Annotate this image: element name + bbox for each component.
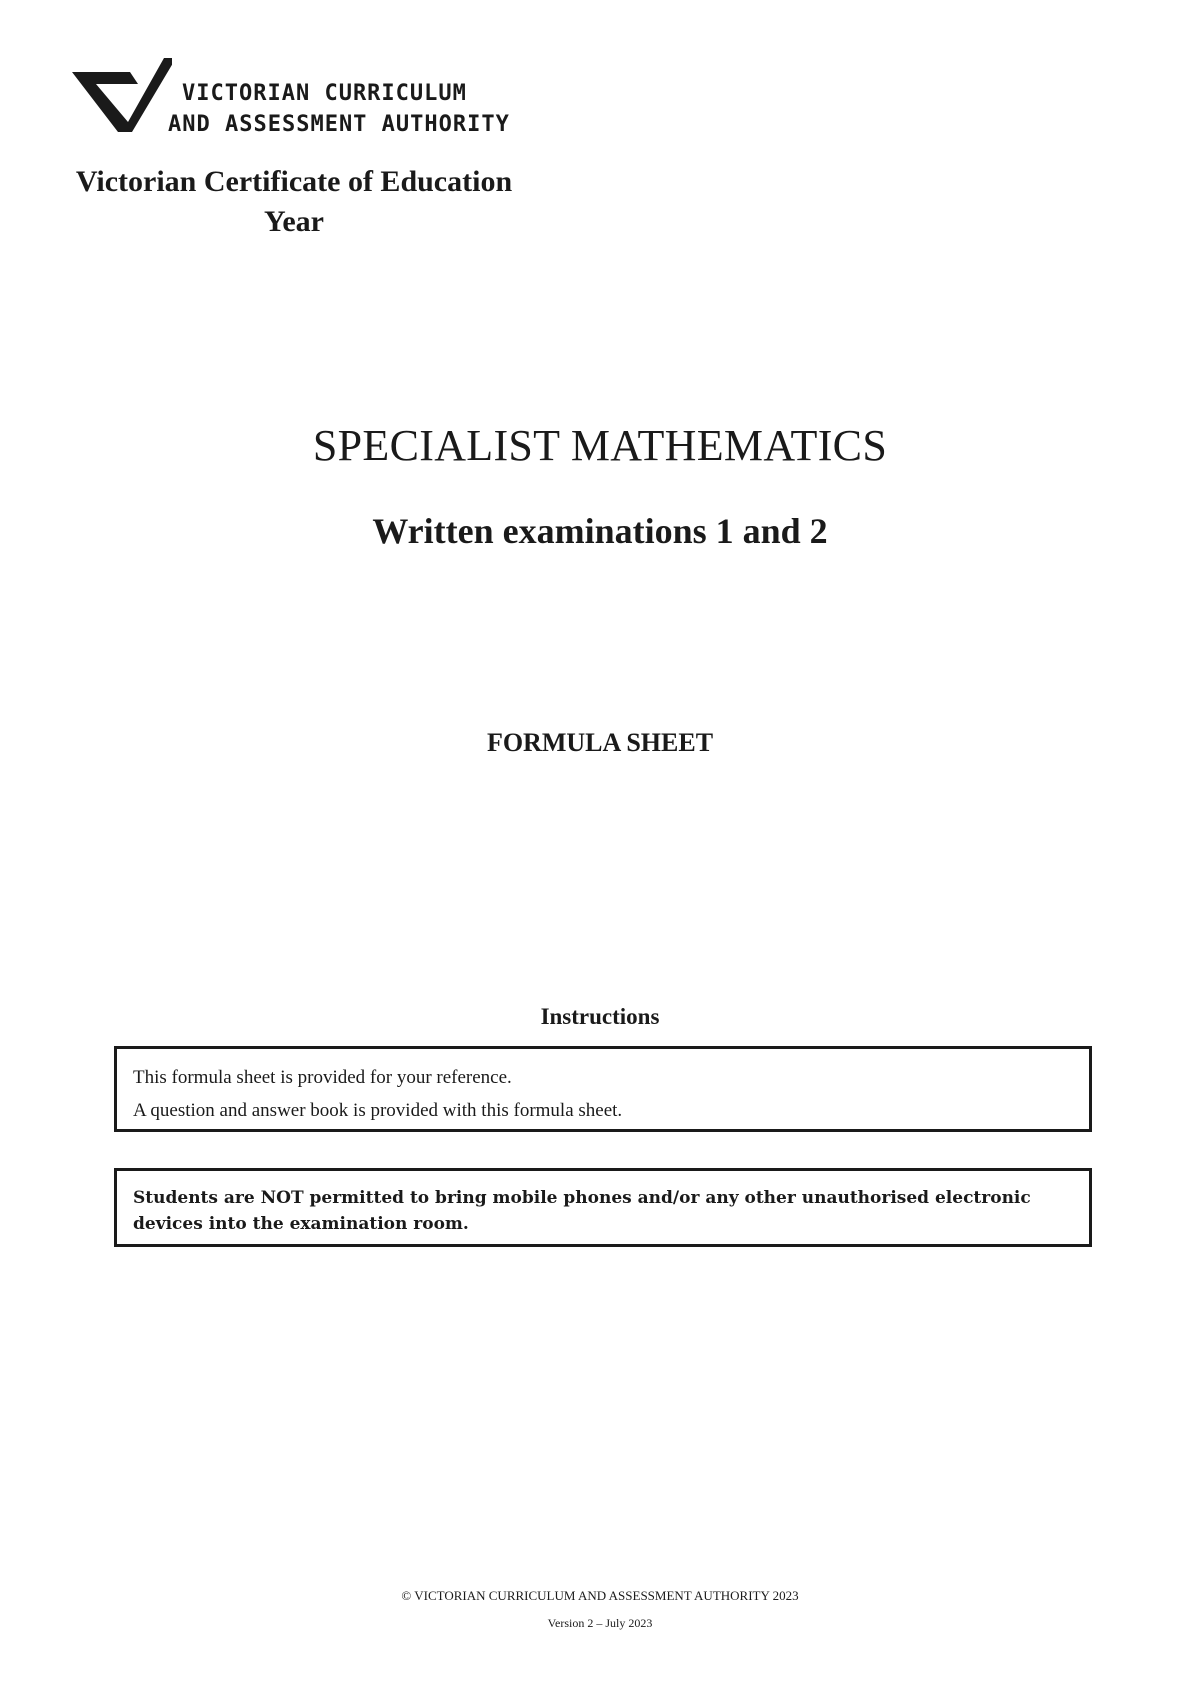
warning-text: Students are NOT permitted to bring mobile phones and/or any other unauthorised electronic devices into the examination room. (133, 1188, 1031, 1234)
instructions-box (114, 1046, 1092, 1132)
version-notice: Version 2 – July 2023 (547, 1616, 653, 1630)
instruction-line: A question and answer book is provided with this formula sheet. (133, 1100, 623, 1121)
subject-title: SPECIALIST MATHEMATICS (312, 421, 888, 470)
certificate-year: Year (264, 205, 324, 238)
copyright-notice: © VICTORIAN CURRICULUM AND ASSESSMENT AUTHORITY 2023 (401, 1588, 799, 1603)
formula-sheet-title: FORMULA SHEET (486, 728, 714, 757)
certificate-name: Victorian Certificate of Education (75, 165, 513, 198)
instructions-heading: Instructions (540, 1004, 660, 1029)
vcaa-logo-text (168, 78, 510, 140)
certificate-header (72, 162, 516, 242)
logo-line-1: VICTORIAN CURRICULUM (182, 81, 467, 106)
instruction-line: This formula sheet is provided for your reference. (133, 1067, 512, 1088)
logo-line-2: AND ASSESSMENT AUTHORITY (168, 112, 510, 137)
warning-box (114, 1168, 1092, 1247)
vcaa-chevron-logo-icon (72, 56, 172, 136)
exam-subtitle: Written examinations 1 and 2 (372, 511, 828, 551)
vcaa-logo (72, 56, 510, 137)
